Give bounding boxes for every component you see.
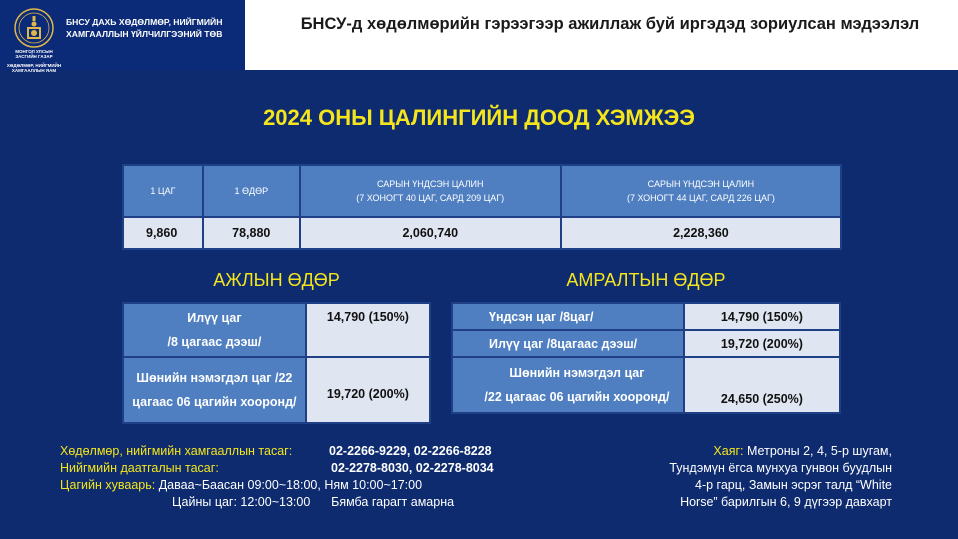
value-cell-day: 78,880 bbox=[203, 217, 300, 249]
header-cell-monthly-209: САРЫН ҮНДСЭН ЦАЛИН (7 ХОНОГТ 40 ЦАГ, САРД 209 ЦАГ) bbox=[300, 165, 561, 217]
address-text-1: Метроны 2, 4, 5-р шугам, bbox=[747, 444, 892, 458]
header-cell-monthly-226: САРЫН ҮНДСЭН ЦАЛИН (7 ХОНОГТ 44 ЦАГ, САРД 226 ЦАГ) bbox=[561, 165, 841, 217]
table-row bbox=[452, 303, 840, 330]
address-line-3: 4-р гарц, Замын эсрэг талд “White bbox=[695, 478, 892, 492]
organization-name: БНСУ ДАХЬ ХӨДӨЛМӨР, НИЙГМИЙН ХАМГААЛЛЫН ҮЙЛЧИЛГЭЭНИЙ ТӨВ bbox=[66, 17, 223, 39]
night-shift-value: 24,650 (250%) bbox=[684, 357, 840, 413]
labor-dept-phones: 02-2266-9229, 02-2266-8228 bbox=[329, 444, 492, 458]
overtime-value: 19,720 (200%) bbox=[684, 330, 840, 357]
table-row bbox=[123, 303, 430, 357]
table-row bbox=[452, 357, 840, 413]
schedule-text: Даваа~Баасан 09:00~18:00, Ням 10:00~17:00 bbox=[158, 478, 423, 492]
value-cell-monthly-226: 2,228,360 bbox=[561, 217, 841, 249]
value-cell-monthly-209: 2,060,740 bbox=[300, 217, 561, 249]
rest-day-title: АМРАЛТЫН ӨДӨР bbox=[566, 270, 726, 290]
social-dept-label: Нийгмийн даатгалын тасаг: bbox=[60, 461, 219, 475]
rest-day-table bbox=[451, 302, 841, 414]
schedule-label: Цагийн хуваарь: bbox=[60, 478, 156, 492]
labor-contact-row bbox=[60, 443, 530, 460]
table-row bbox=[123, 217, 841, 249]
table-header-row bbox=[123, 165, 841, 217]
schedule-row bbox=[60, 477, 530, 494]
address-info bbox=[620, 443, 892, 511]
base-hours-label: Үндсэн цаг /8цаг/ bbox=[452, 303, 684, 330]
overtime-label: Илүү цаг /8 цагаас дээш/ bbox=[123, 303, 306, 357]
social-contact-row bbox=[60, 460, 530, 477]
labor-dept-label: Хөдөлмөр, нийгмийн хамгааллын тасаг: bbox=[60, 444, 293, 458]
address-line-2: Тундэмүн ёгса мунхуа гунвон буудлын bbox=[669, 461, 892, 475]
table-row bbox=[452, 330, 840, 357]
table-row bbox=[123, 357, 430, 423]
night-shift-value: 19,720 (200%) bbox=[306, 357, 430, 423]
night-shift-label: Шөнийн нэмэгдэл цаг /22 цагаас 06 цагийн хооронд/ bbox=[452, 357, 684, 413]
work-day-title: АЖЛЫН ӨДӨР bbox=[213, 270, 340, 290]
lunch-text: Цайны цаг: 12:00~13:00 Бямба гарагт амарна bbox=[172, 495, 455, 509]
main-heading: 2024 ОНЫ ЦАЛИНГИЙН ДООД ХЭМЖЭЭ bbox=[263, 105, 695, 130]
emblem-caption-ministry: ХӨДӨЛМӨР, НИЙГМИЙН ХАМГААЛЛЫН ЯАМ bbox=[6, 63, 62, 73]
lunch-row bbox=[60, 494, 530, 511]
address-line-4: Horse” барилгын 6, 9 дүгээр давхарт bbox=[680, 495, 892, 509]
night-shift-label: Шөнийн нэмэгдэл цаг /22 цагаас 06 цагийн хооронд/ bbox=[123, 357, 306, 423]
overtime-value: 14,790 (150%) bbox=[306, 303, 430, 357]
address-line-1 bbox=[620, 443, 892, 460]
page-title: БНСУ-д хөдөлмөрийн гэрээгээр ажиллаж буй иргэдэд зориулсан мэдээлэл bbox=[300, 15, 920, 33]
emblem-caption bbox=[6, 49, 62, 73]
logo-block bbox=[0, 0, 245, 73]
value-cell-hour: 9,860 bbox=[123, 217, 203, 249]
base-hours-value: 14,790 (150%) bbox=[684, 303, 840, 330]
minimum-wage-table bbox=[122, 164, 842, 250]
emblem-caption-government: МОНГОЛ УЛСЫН ЗАСГИЙН ГАЗАР bbox=[15, 49, 53, 59]
contact-info bbox=[60, 443, 530, 511]
overtime-label: Илүү цаг /8цагаас дээш/ bbox=[452, 330, 684, 357]
soyombo-emblem-icon bbox=[14, 8, 54, 48]
header-cell-day: 1 ӨДӨР bbox=[203, 165, 300, 217]
social-dept-phones: 02-2278-8030, 02-2278-8034 bbox=[331, 461, 494, 475]
address-label: Хаяг: bbox=[713, 444, 744, 458]
header-cell-hour: 1 ЦАГ bbox=[123, 165, 203, 217]
work-day-table bbox=[122, 302, 431, 424]
